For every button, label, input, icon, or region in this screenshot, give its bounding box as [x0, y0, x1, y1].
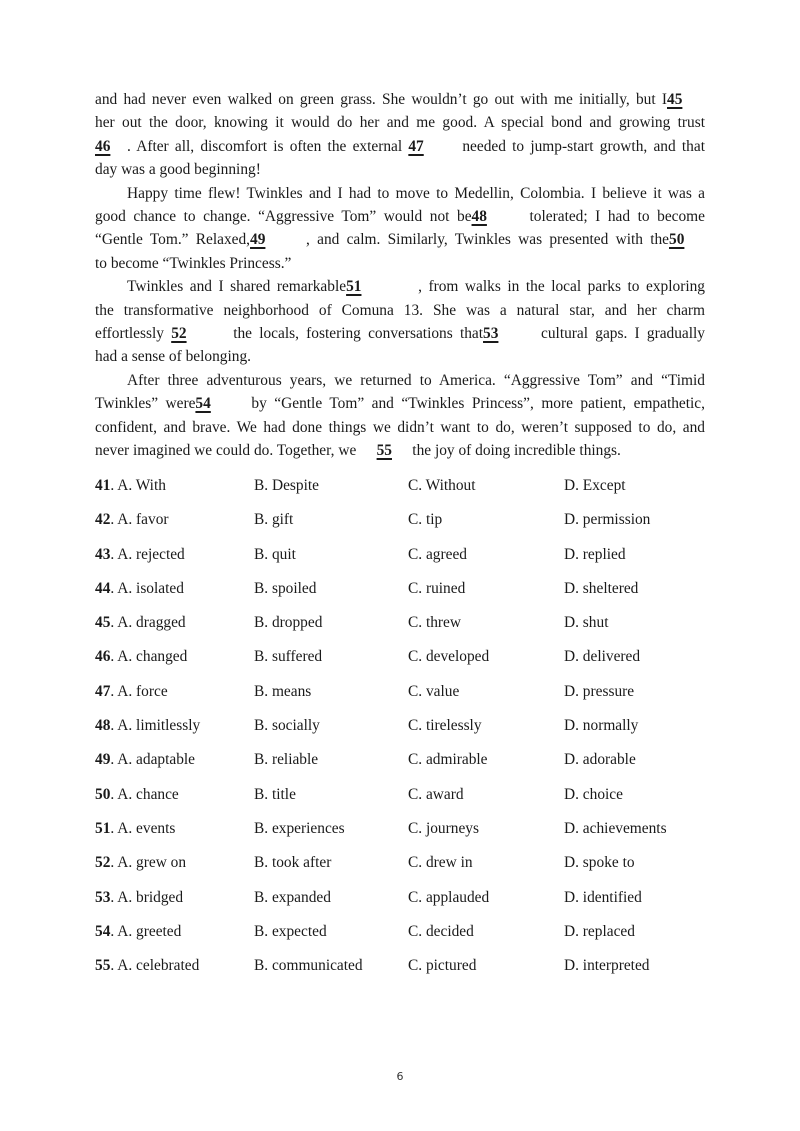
option-c: C. pictured	[408, 957, 477, 975]
option-c: C. Without	[408, 477, 476, 494]
option-c: C. decided	[408, 922, 474, 940]
blank-47: 47	[408, 137, 424, 155]
passage-text: Twinkles” were	[95, 395, 196, 413]
option-b: B. took after	[254, 854, 332, 872]
option-b: B. expanded	[254, 888, 331, 906]
blank-54: 54	[195, 395, 211, 413]
option-b: B. expected	[254, 922, 327, 940]
option-b: B. quit	[254, 545, 296, 563]
passage-text: After three adventurous years, we returned to America. “Aggressive Tom” and “Timid	[127, 371, 705, 389]
passage-line	[95, 392, 705, 415]
question-row	[95, 476, 735, 510]
passage-line	[95, 205, 705, 228]
option-a: 53. A. bridged	[95, 888, 184, 906]
option-a: 46. A. changed	[95, 648, 188, 666]
option-a: 48. A. limitlessly	[95, 717, 201, 735]
passage-line	[95, 299, 705, 322]
passage-line	[95, 275, 705, 298]
question-row	[95, 579, 735, 613]
passage-text: day was a good beginning!	[95, 161, 261, 179]
blank-51: 51	[346, 278, 362, 296]
option-d: D. Except	[564, 477, 626, 494]
question-row	[95, 613, 735, 647]
option-b: B. suffered	[254, 648, 323, 666]
option-b: B. spoiled	[254, 579, 317, 597]
option-c: C. journeys	[408, 819, 479, 837]
option-d: D. replied	[564, 545, 626, 563]
question-number: 44	[95, 579, 111, 597]
passage-line	[95, 228, 705, 251]
question-row	[95, 888, 735, 922]
option-d: D. identified	[564, 888, 642, 906]
passage-text: the locals, fostering conversations that	[233, 325, 484, 343]
passage-text: Twinkles and I shared remarkable	[127, 278, 347, 296]
passage-line	[95, 416, 705, 439]
blank-49: 49	[250, 231, 266, 249]
option-a: 55. A. celebrated	[95, 957, 200, 975]
question-row	[95, 510, 735, 544]
blank-48: 48	[471, 208, 487, 226]
question-row	[95, 922, 735, 956]
option-a: 44. A. isolated	[95, 579, 184, 597]
option-a: 47. A. force	[95, 682, 168, 700]
passage-text: good chance to change. “Aggressive Tom” would not be	[95, 208, 472, 226]
option-d: D. choice	[564, 785, 623, 803]
option-d: D. delivered	[564, 648, 641, 666]
question-number: 54	[95, 922, 111, 940]
question-number: 50	[95, 785, 111, 803]
blank-45: 45	[667, 91, 683, 108]
option-d: D. normally	[564, 717, 639, 735]
passage-line	[95, 369, 705, 392]
question-number: 53	[95, 888, 111, 906]
option-c: C. value	[408, 682, 460, 700]
option-d: D. shut	[564, 614, 609, 632]
question-row	[95, 785, 735, 819]
option-c: C. threw	[408, 614, 462, 632]
option-c: C. tip	[408, 511, 443, 529]
blank-52: 52	[171, 325, 187, 343]
passage-text: “Gentle Tom.” Relaxed,	[95, 231, 251, 249]
question-number: 43	[95, 545, 111, 563]
option-b: B. reliable	[254, 751, 319, 769]
option-a: 43. A. rejected	[95, 545, 185, 563]
passage-line	[95, 252, 705, 275]
option-c: C. award	[408, 785, 464, 803]
option-d: D. sheltered	[564, 579, 639, 597]
option-c: C. agreed	[408, 545, 467, 563]
passage-text: . After all, discomfort is often the external	[127, 137, 403, 155]
question-row	[95, 682, 735, 716]
passage-text: cultural gaps. I gradually	[541, 325, 705, 343]
question-number: 49	[95, 751, 111, 769]
question-number: 47	[95, 682, 111, 700]
passage-text: had a sense of belonging.	[95, 348, 252, 366]
passage-text: tolerated; I had to become	[529, 208, 705, 226]
option-c: C. applauded	[408, 888, 490, 906]
question-number: 55	[95, 957, 111, 975]
option-c: C. drew in	[408, 854, 473, 872]
blank-55: 55	[376, 442, 392, 460]
question-number: 52	[95, 854, 111, 872]
passage-text: , from walks in the local parks to exploring	[418, 278, 705, 296]
passage-text: by “Gentle Tom” and “Twinkles Princess”, more patient, empathetic,	[251, 395, 705, 413]
question-row	[95, 545, 735, 579]
passage-line	[95, 135, 705, 158]
option-b: B. socially	[254, 717, 320, 735]
option-b: B. gift	[254, 511, 294, 529]
option-d: D. pressure	[564, 682, 635, 700]
option-b: B. dropped	[254, 614, 323, 632]
question-row	[95, 716, 735, 750]
passage-text: to become “Twinkles Princess.”	[95, 254, 292, 272]
option-b: B. experiences	[254, 819, 345, 837]
question-number: 48	[95, 717, 111, 735]
passage-text: the joy of doing incredible things.	[412, 442, 621, 460]
option-a: 50. A. chance	[95, 785, 179, 803]
passage-text: Happy time flew! Twinkles and I had to move to Medellin, Colombia. I believe it was a	[127, 184, 705, 202]
passage-text: confident, and brave. We had done things we didn’t want to do, weren’t supposed to do, and	[95, 418, 705, 436]
option-a: 49. A. adaptable	[95, 751, 196, 769]
passage-text: , and calm. Similarly, Twinkles was presented with the	[306, 231, 669, 249]
option-a: 51. A. events	[95, 819, 176, 837]
option-c: C. developed	[408, 648, 490, 666]
option-a: 54. A. greeted	[95, 922, 182, 940]
option-d: D. adorable	[564, 751, 636, 769]
passage-line	[95, 158, 705, 181]
passage-line	[95, 345, 705, 368]
question-number: 51	[95, 819, 111, 837]
passage-text: needed to jump-start growth, and that	[462, 137, 705, 155]
blank-53: 53	[483, 325, 499, 343]
blank-50: 50	[669, 231, 685, 249]
passage-line	[95, 322, 705, 345]
question-number: 42	[95, 511, 111, 529]
passage-text: and had never even walked on green grass. She wouldn’t go out with me initially, but I	[95, 91, 667, 108]
option-d: D. interpreted	[564, 957, 650, 975]
passage-text: effortlessly	[95, 325, 164, 343]
passage-text: her out the door, knowing it would do her and me good. A special bond and growing trust	[95, 114, 705, 132]
passage-line	[95, 88, 705, 111]
option-d: D. achievements	[564, 819, 667, 837]
passage-line	[95, 182, 705, 205]
option-d: D. permission	[564, 511, 651, 529]
passage-line	[95, 439, 705, 462]
passage-line	[95, 111, 705, 134]
option-b: B. Despite	[254, 477, 319, 494]
option-c: C. admirable	[408, 751, 488, 769]
page-number: 6	[396, 1070, 404, 1083]
option-d: D. replaced	[564, 922, 635, 940]
option-b: B. communicated	[254, 957, 363, 975]
question-row	[95, 956, 735, 990]
passage-text: the transformative neighborhood of Comuna 13. She was a natural star, and her charm	[95, 301, 705, 319]
question-list	[95, 476, 735, 990]
blank-46: 46	[95, 137, 111, 155]
passage	[95, 88, 705, 463]
question-row	[95, 750, 735, 784]
option-a: 42. A. favor	[95, 511, 169, 529]
option-c: C. ruined	[408, 579, 466, 597]
question-row	[95, 647, 735, 681]
option-a: 52. A. grew on	[95, 854, 187, 872]
option-d: D. spoke to	[564, 854, 635, 872]
question-number: 41	[95, 477, 111, 494]
option-a: 41. A. With	[95, 477, 166, 494]
passage-text: never imagined we could do. Together, we	[95, 442, 357, 460]
question-row	[95, 853, 735, 887]
question-number: 46	[95, 648, 111, 666]
question-row	[95, 819, 735, 853]
question-number: 45	[95, 614, 111, 632]
option-b: B. means	[254, 682, 312, 700]
option-c: C. tirelessly	[408, 717, 482, 735]
option-a: 45. A. dragged	[95, 614, 186, 632]
option-b: B. title	[254, 785, 296, 803]
